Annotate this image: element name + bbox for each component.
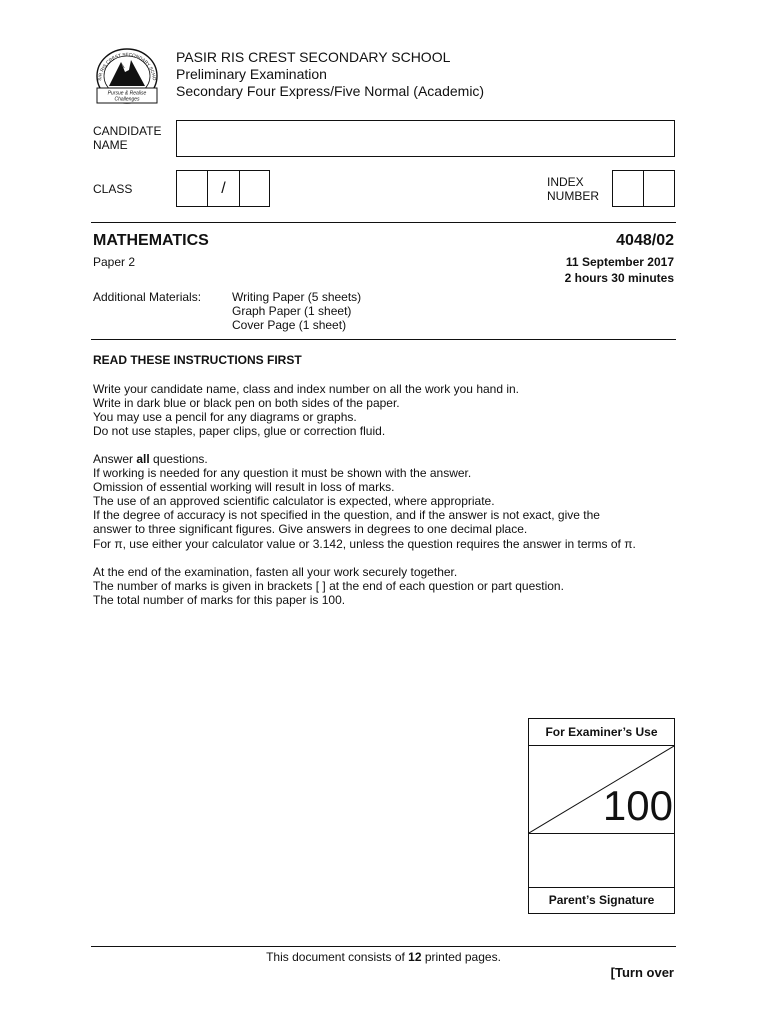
material-item: Writing Paper (5 sheets)	[232, 290, 362, 304]
examiner-use-title: For Examiner’s Use	[529, 719, 674, 746]
subject-title: MATHEMATICS	[93, 232, 209, 249]
answer-prefix: Answer	[93, 452, 137, 466]
divider-top	[91, 222, 676, 223]
answer-emphasis: all	[136, 452, 150, 466]
answer-suffix: questions.	[149, 452, 208, 466]
exam-date: 11 September 2017	[565, 255, 674, 269]
instruction-line: Omission of essential working will result in loss of marks.	[93, 480, 395, 494]
page-count-prefix: This document consists of	[266, 950, 409, 964]
instruction-line: answer to three significant figures. Give answers in degrees to one decimal place.	[93, 522, 528, 536]
instruction-line: Do not use staples, paper clips, glue or correction fluid.	[93, 424, 386, 438]
material-item: Cover Page (1 sheet)	[232, 318, 347, 332]
instruction-line: You may use a pencil for any diagrams or graphs.	[93, 410, 357, 424]
class-field-right[interactable]	[239, 170, 270, 207]
instructions-heading: READ THESE INSTRUCTIONS FIRST	[93, 353, 302, 367]
logo-motto-line2: Challenges	[114, 96, 140, 103]
school-name: PASIR RIS CREST SECONDARY SCHOOL	[176, 49, 451, 65]
logo-motto-line1: Pursue & Realise	[107, 90, 147, 97]
exam-title: Preliminary Examination	[176, 66, 327, 82]
index-number-field-1[interactable]	[612, 170, 644, 207]
candidate-name-field[interactable]	[176, 120, 675, 157]
divider-bottom	[91, 946, 676, 947]
total-marks: 100	[602, 782, 673, 829]
logo-arc-text: SIR RIS CREST SECONDARY SCHO	[96, 51, 157, 81]
class-label: CLASS	[93, 182, 133, 196]
index-number-label-1: INDEX	[547, 175, 584, 189]
class-separator: /	[221, 180, 226, 197]
instruction-line: At the end of the examination, fasten all your work securely together.	[93, 565, 458, 579]
class-field-left[interactable]	[176, 170, 208, 207]
index-number-field-2[interactable]	[643, 170, 675, 207]
parent-signature-label: Parent’s Signature	[548, 893, 655, 907]
paper-code: 4048/02	[616, 232, 674, 249]
examiner-use-box	[528, 718, 675, 914]
exam-duration: 2 hours 30 minutes	[564, 271, 674, 285]
index-number-label-2: NUMBER	[547, 189, 600, 203]
page-count-suffix: printed pages.	[421, 950, 501, 964]
divider-middle	[91, 339, 676, 340]
instruction-line: The total number of marks for this paper is 100.	[93, 593, 346, 607]
page-count: 12	[408, 950, 422, 964]
parent-signature-field[interactable]	[529, 834, 674, 888]
instruction-line: Write your candidate name, class and index number on all the work you hand in.	[93, 382, 520, 396]
instruction-line: If the degree of accuracy is not specified in the question, and if the answer is not exact, give the	[93, 508, 600, 522]
school-crest-logo	[91, 44, 163, 108]
instruction-line: If working is needed for any question it must be shown with the answer.	[93, 466, 472, 480]
turn-over: [Turn over	[610, 965, 674, 980]
score-cell[interactable]	[529, 746, 674, 834]
material-item: Graph Paper (1 sheet)	[232, 304, 352, 318]
candidate-name-label-1: CANDIDATE	[93, 124, 162, 138]
candidate-name-label-2: NAME	[93, 138, 128, 152]
instruction-line: For π, use either your calculator value or 3.142, unless the question requires the answer in terms of π.	[93, 537, 636, 551]
paper-number: Paper 2	[93, 255, 136, 269]
instruction-line: The number of marks is given in brackets [ ] at the end of each question or part question.	[93, 579, 564, 593]
class-separator-box	[207, 170, 240, 207]
instruction-line: Write in dark blue or black pen on both sides of the paper.	[93, 396, 400, 410]
instruction-answer-line	[93, 452, 208, 466]
page-count-note	[91, 950, 676, 964]
materials-label: Additional Materials:	[93, 290, 202, 304]
instruction-line: The use of an approved scientific calculator is expected, where appropriate.	[93, 494, 495, 508]
exam-level: Secondary Four Express/Five Normal (Academic)	[176, 83, 485, 99]
